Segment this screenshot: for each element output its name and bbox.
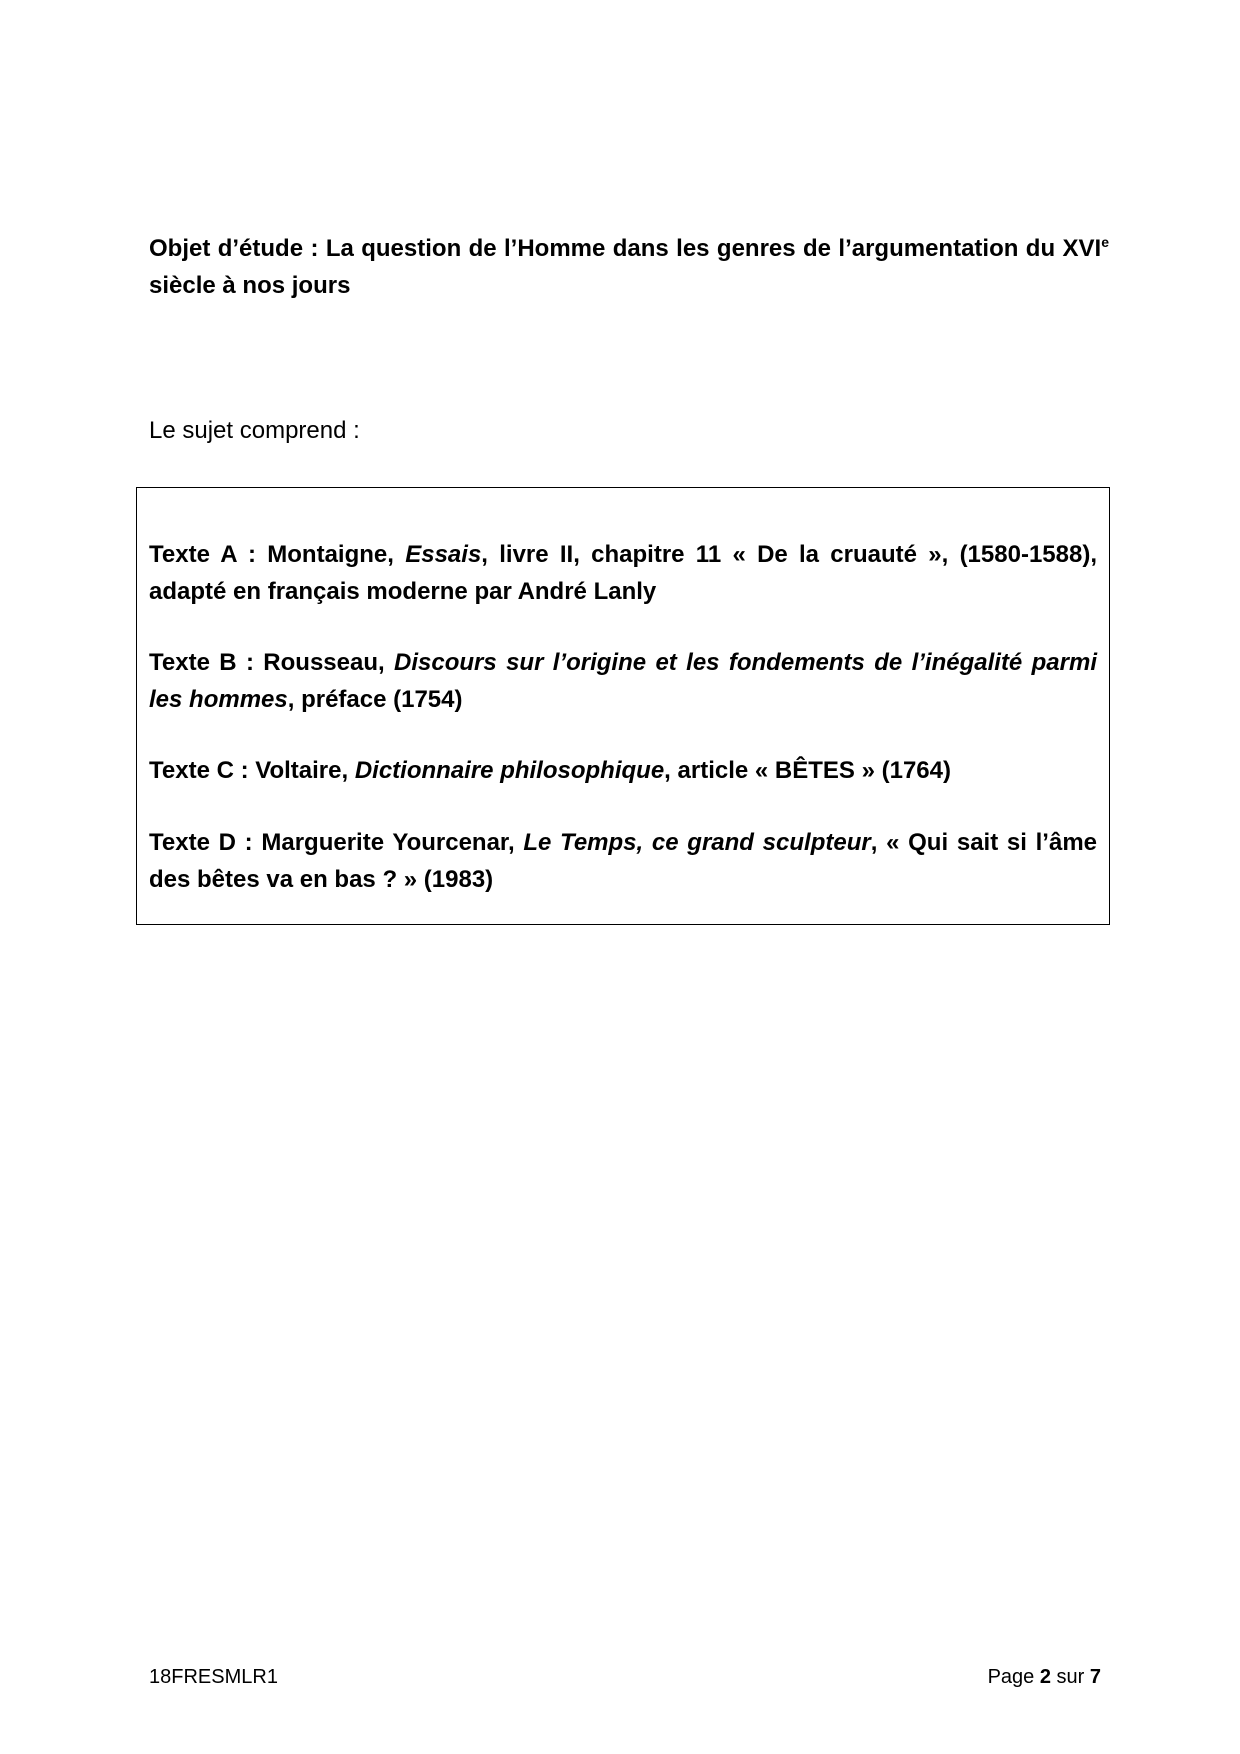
footer-code: 18FRESMLR1 — [149, 1666, 278, 1688]
corpus-box — [136, 487, 1110, 925]
texte-c-entry — [149, 752, 1097, 789]
texte-d-prefix: Texte D : Marguerite Yourcenar, — [149, 829, 524, 856]
heading-text-main: Objet d’étude : La question de l’Homme dans les genres de l’argumentation du XVI — [149, 235, 1102, 262]
heading-text-end: siècle à nos jours — [149, 272, 351, 299]
texte-a-suffix: , livre II, chapitre 11 « De la cruauté », (1580-1588), adapté en français moderne par André Lanly — [149, 541, 1097, 605]
page-word: Page — [987, 1666, 1040, 1688]
page-separator: sur — [1050, 1666, 1090, 1688]
texte-c-suffix: , article « BÊTES » (1764) — [664, 757, 951, 784]
footer-page-number — [988, 1664, 1101, 1690]
texte-b-entry — [149, 644, 1097, 718]
texte-b-title: Discours sur l’origine et les fondements de l’inégalité parmi les hommes — [149, 649, 1097, 713]
texte-d-title: Le Temps, ce grand sculpteur — [523, 829, 871, 856]
page-current: 2 — [1039, 1666, 1051, 1688]
texte-b-suffix: , préface (1754) — [287, 686, 463, 713]
heading-superscript: e — [1101, 234, 1109, 250]
sujet-intro: Le sujet comprend : — [149, 417, 360, 444]
texte-b-prefix: Texte B : Rousseau, — [149, 649, 395, 676]
texte-c-title: Dictionnaire philosophique — [354, 757, 665, 784]
texte-c-prefix: Texte C : Voltaire, — [149, 757, 355, 784]
texte-d-suffix: , « Qui sait si l’âme des bêtes va en bas ? » (1983) — [149, 829, 1098, 893]
texte-d-entry — [149, 824, 1097, 898]
page-total: 7 — [1089, 1666, 1101, 1688]
texte-a-title: Essais — [405, 541, 482, 568]
texte-a-entry — [149, 536, 1097, 610]
texte-a-prefix: Texte A : Montaigne, — [149, 541, 406, 568]
objet-etude-heading — [149, 230, 1109, 304]
